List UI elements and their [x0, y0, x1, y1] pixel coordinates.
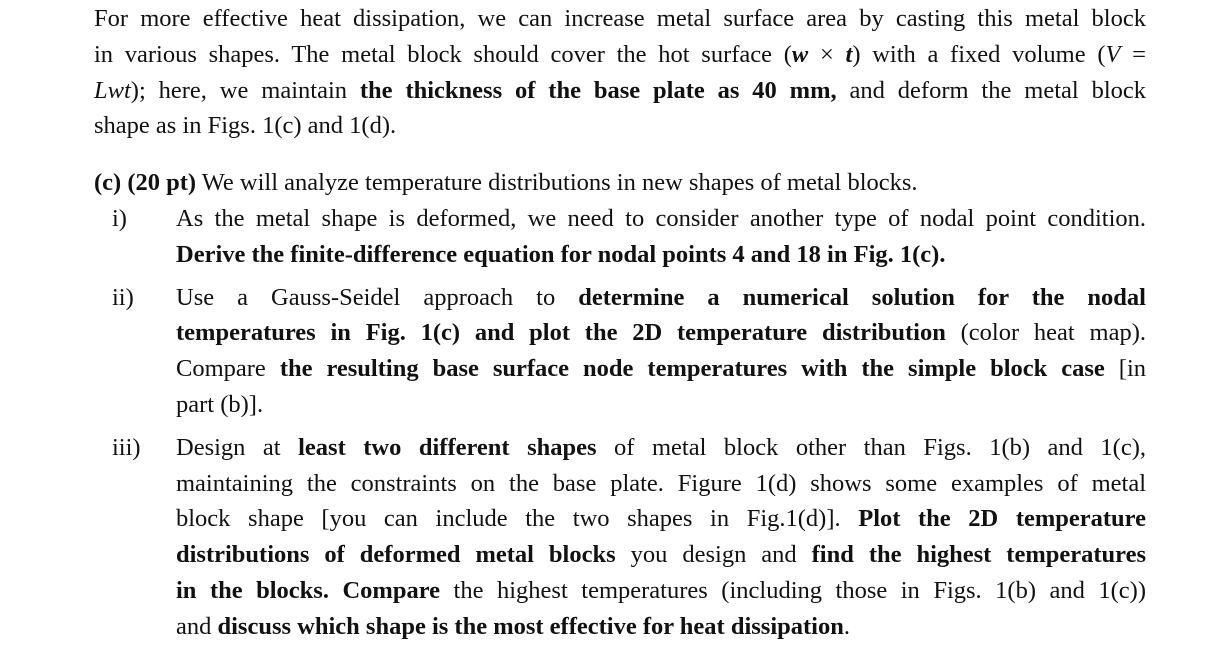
bold-text-run: determine a numerical solution for the nodal	[578, 283, 1146, 311]
text-run: part (b)].	[176, 390, 264, 418]
bold-text-run: in the blocks. Compare	[176, 576, 441, 604]
intro-line	[94, 108, 1146, 144]
text-run: maintaining the constraints on the base plate. Figure 1(d) shows some examples of metal	[176, 469, 1146, 497]
bold-text-run: discuss which shape is the most effective for heat dissipation	[217, 612, 844, 640]
item-line	[176, 351, 1146, 387]
text-run: =	[1120, 40, 1146, 68]
item-line	[176, 466, 1146, 502]
bold-text-run: least two different shapes	[298, 433, 597, 461]
text-run: in various shapes. The metal block should cover the hot surface (	[94, 40, 792, 68]
text-run: For more effective heat dissipation, we can increase metal surface area by casting this metal block	[94, 5, 1146, 32]
text-run: you design and	[615, 541, 812, 569]
item-line	[176, 237, 1146, 273]
text-run: the highest temperatures (including those in Figs. 1(b) and 1(c))	[440, 576, 1146, 604]
text-run: We will analyze temperature distributions in new shapes of metal blocks.	[196, 169, 918, 197]
part-c-heading	[94, 165, 1146, 201]
bold-text-run: temperatures in Fig. 1(c) and plot the 2D temperature distribution	[176, 319, 946, 347]
text-run: Use a Gauss-Seidel approach to	[176, 283, 579, 311]
document-body	[94, 1, 1146, 652]
text-run: and	[176, 612, 218, 640]
text-run: ); here, we maintain	[130, 76, 360, 104]
italic-text-run: w	[791, 40, 809, 68]
item-line	[176, 315, 1146, 351]
item-line	[176, 387, 1146, 423]
italic-text-run: Lwt	[94, 76, 131, 104]
bold-text-run: Derive the finite-difference equation for nodal points 4 and 18 in Fig. 1(c).	[176, 240, 946, 268]
item-number: i)	[112, 204, 127, 232]
bold-text-run: the thickness of the base plate as 40 mm,	[359, 76, 837, 104]
bold-text-run: the resulting base surface node temperatures with the simple block case	[279, 355, 1105, 383]
item-number: iii)	[112, 433, 141, 461]
text-run: Compare	[176, 355, 280, 383]
item-number: ii)	[112, 283, 134, 311]
question-item-ii	[94, 280, 1146, 423]
text-run: of metal block other than Figs. 1(b) and 1(c),	[596, 433, 1146, 461]
text-run: ) with a fixed volume (	[852, 40, 1106, 68]
italic-text-run: t	[845, 40, 853, 68]
item-line	[176, 537, 1146, 573]
intro-line	[94, 73, 1146, 109]
text-run: block shape [you can include the two shapes in Fig.1(d)].	[176, 505, 859, 533]
question-item-iii	[94, 430, 1146, 645]
intro-paragraph	[94, 1, 1146, 144]
item-text	[176, 430, 1146, 645]
text-run: As the metal shape is deformed, we need to consider another type of nodal point condition.	[176, 204, 1146, 232]
question-item-i	[94, 201, 1146, 273]
intro-line	[94, 1, 1146, 37]
bold-text-run: Plot the 2D temperature	[858, 505, 1146, 533]
text-run: ×	[808, 40, 846, 68]
item-line	[176, 609, 1146, 645]
text-run: [in	[1104, 355, 1147, 383]
item-line	[176, 430, 1146, 466]
item-text	[176, 280, 1146, 423]
text-run: .	[843, 612, 850, 640]
part-c-heading-line	[94, 165, 1146, 201]
item-line	[176, 280, 1146, 316]
item-line	[176, 201, 1146, 237]
bold-text-run: (c) (20 pt)	[94, 169, 197, 197]
italic-text-run: V	[1105, 40, 1121, 68]
item-line	[176, 573, 1146, 609]
item-text	[176, 201, 1146, 273]
item-line	[176, 501, 1146, 537]
text-run: shape as in Figs. 1(c) and 1(d).	[94, 112, 397, 140]
text-run: and deform the metal block	[836, 76, 1146, 104]
intro-line	[94, 37, 1146, 73]
text-run: (color heat map).	[945, 319, 1146, 347]
bold-text-run: distributions of deformed metal blocks	[176, 541, 616, 569]
text-run: Design at	[176, 433, 299, 461]
bold-text-run: find the highest temperatures	[811, 541, 1147, 569]
